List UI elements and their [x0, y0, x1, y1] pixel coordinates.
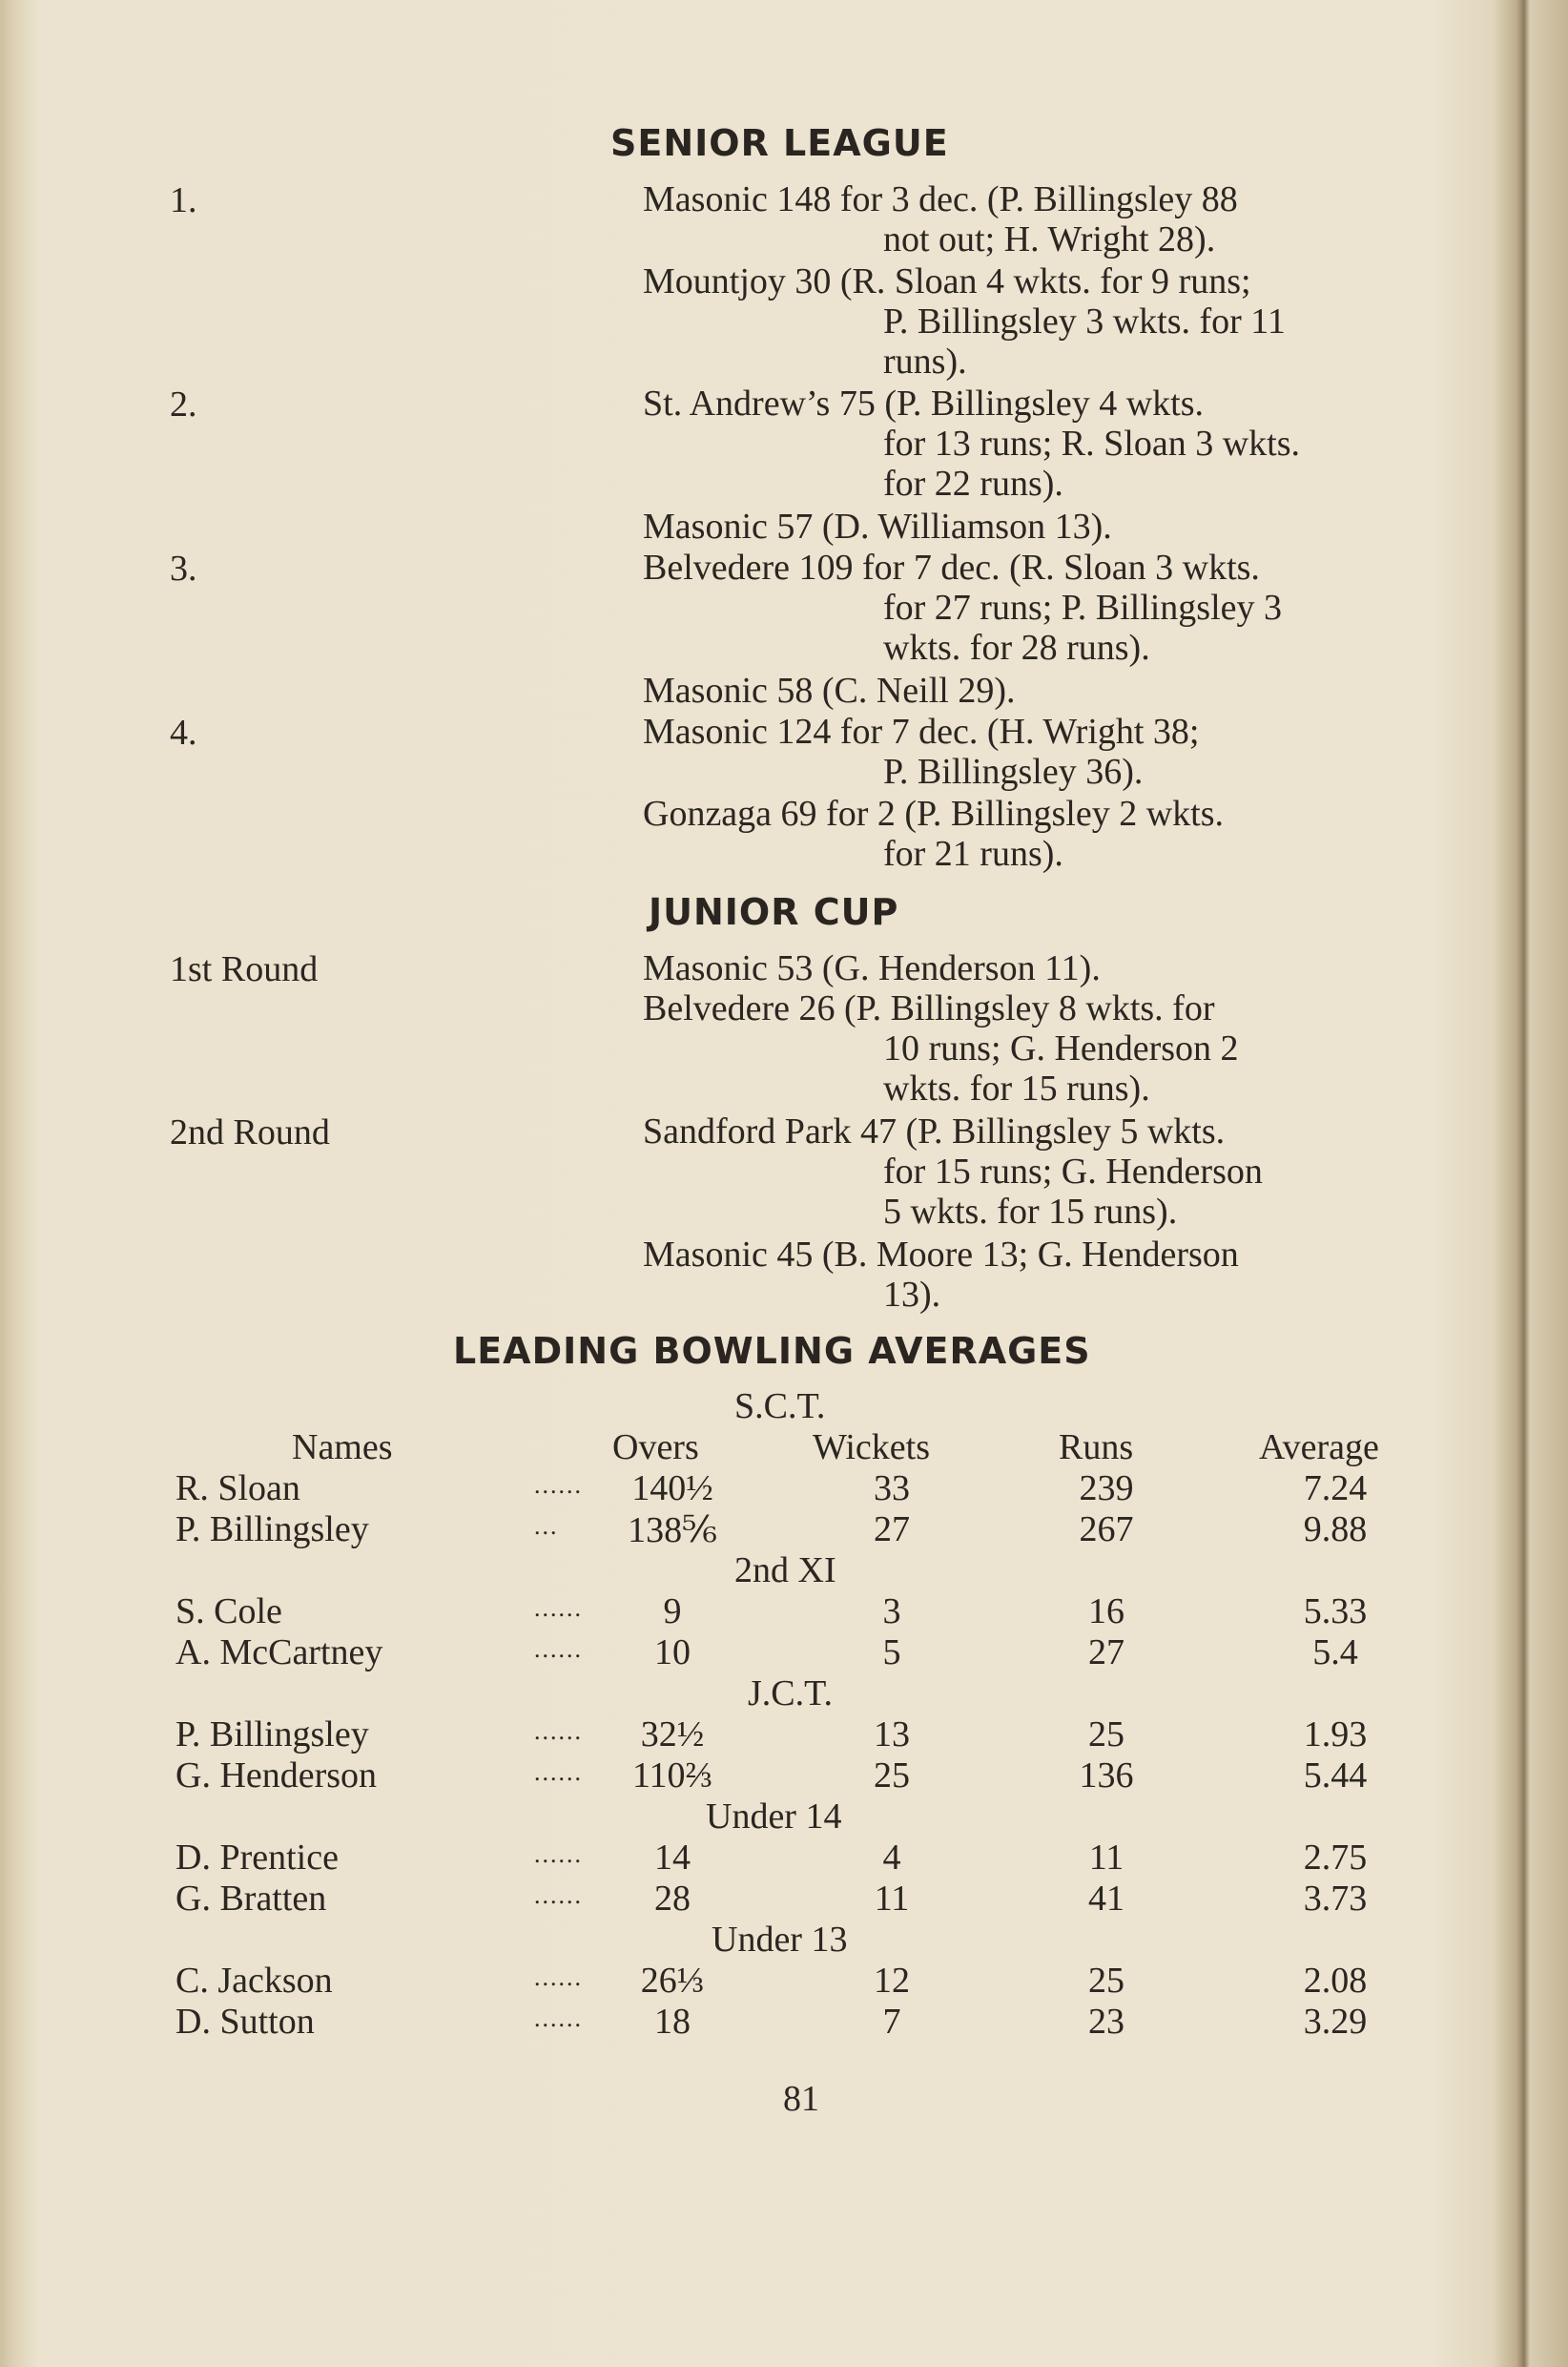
round-innings: [643, 1235, 1415, 1315]
leader-dots: ......: [534, 1758, 583, 1786]
wickets-value: 25: [874, 1755, 910, 1796]
bowling-row: [0, 1754, 1568, 1795]
round-innings: [643, 1111, 1415, 1232]
match-innings: [643, 507, 1415, 547]
innings-continuation: for 21 runs).: [883, 834, 1063, 874]
overs-value: 26⅓: [640, 1961, 705, 2001]
wickets-value: 12: [874, 1961, 910, 2001]
runs-value: 16: [1088, 1591, 1124, 1631]
group-label: S.C.T.: [734, 1386, 826, 1426]
innings-line: Masonic 53 (G. Henderson 11).: [643, 948, 1101, 988]
wickets-value: 11: [874, 1879, 910, 1919]
overs-value: 10: [654, 1632, 691, 1672]
runs-value: 11: [1088, 1838, 1124, 1878]
runs-value: 27: [1088, 1632, 1124, 1672]
match-innings: [643, 179, 1415, 260]
bowler-name: G. Bratten: [175, 1879, 327, 1919]
innings-continuation: 13).: [883, 1275, 941, 1315]
average-value: 9.88: [1303, 1509, 1368, 1549]
bowling-averages-heading: LEADING BOWLING AVERAGES: [453, 1330, 1091, 1372]
innings-continuation: 5 wkts. for 15 runs).: [883, 1192, 1178, 1232]
overs-value: 9: [663, 1591, 682, 1631]
average-value: 2.08: [1303, 1961, 1368, 2001]
match-innings: [643, 671, 1415, 711]
innings-line: Masonic 148 for 3 dec. (P. Billingsley 88: [643, 179, 1238, 219]
runs-value: 25: [1088, 1961, 1124, 2001]
col-runs: Runs: [1059, 1427, 1134, 1467]
leader-dots: ......: [534, 1717, 583, 1745]
group-label: J.C.T.: [748, 1673, 834, 1713]
bowler-name: A. McCartney: [175, 1632, 383, 1672]
runs-value: 41: [1088, 1879, 1124, 1919]
innings-line: Gonzaga 69 for 2 (P. Billingsley 2 wkts.: [643, 794, 1225, 834]
match-label: 4.: [170, 713, 197, 753]
average-value: 5.44: [1303, 1755, 1368, 1796]
match-innings: [643, 261, 1415, 382]
senior-league-heading: SENIOR LEAGUE: [610, 122, 949, 164]
group-label: Under 14: [706, 1796, 842, 1837]
group-label: 2nd XI: [734, 1550, 836, 1590]
runs-value: 239: [1079, 1468, 1134, 1508]
overs-value: 138⅚: [628, 1510, 717, 1550]
round-innings: [643, 948, 1415, 988]
innings-line: Masonic 57 (D. Williamson 13).: [643, 507, 1112, 547]
overs-value: 18: [654, 2002, 691, 2042]
bowler-name: S. Cole: [175, 1591, 282, 1631]
match-innings: [643, 384, 1415, 504]
innings-line: Belvedere 26 (P. Billingsley 8 wkts. for: [643, 988, 1215, 1028]
innings-line: St. Andrew’s 75 (P. Billingsley 4 wkts.: [643, 384, 1204, 424]
bowling-row: [0, 1508, 1568, 1548]
bowling-row: [0, 1590, 1568, 1630]
leader-dots: ......: [534, 1471, 583, 1499]
wickets-value: 5: [882, 1632, 901, 1672]
bowler-name: P. Billingsley: [175, 1714, 369, 1754]
wickets-value: 7: [882, 2002, 901, 2042]
bowling-row: [0, 1467, 1568, 1507]
leader-dots: ......: [534, 1840, 583, 1868]
innings-continuation: wkts. for 28 runs).: [883, 628, 1150, 668]
bowler-name: D. Prentice: [175, 1838, 339, 1878]
average-value: 1.93: [1303, 1714, 1368, 1754]
bowling-row: [0, 1631, 1568, 1671]
bowler-name: C. Jackson: [175, 1961, 333, 2001]
innings-continuation: 10 runs; G. Henderson 2: [883, 1028, 1239, 1069]
bowler-name: R. Sloan: [175, 1468, 300, 1508]
innings-line: Masonic 124 for 7 dec. (H. Wright 38;: [643, 712, 1200, 752]
overs-value: 14: [654, 1838, 691, 1878]
overs-value: 110⅔: [631, 1755, 713, 1796]
innings-line: Mountjoy 30 (R. Sloan 4 wkts. for 9 runs;: [643, 261, 1251, 301]
innings-continuation: wkts. for 15 runs).: [883, 1069, 1150, 1109]
bowling-row: [0, 1837, 1568, 1877]
bowler-name: P. Billingsley: [175, 1509, 369, 1549]
wickets-value: 3: [882, 1591, 901, 1631]
col-names: Names: [292, 1427, 393, 1467]
col-average: Average: [1259, 1427, 1379, 1467]
wickets-value: 13: [874, 1714, 910, 1754]
bowling-row: [0, 2001, 1568, 2041]
innings-continuation: for 15 runs; G. Henderson: [883, 1152, 1263, 1192]
round-label: 1st Round: [170, 949, 319, 989]
average-value: 7.24: [1303, 1468, 1368, 1508]
bowler-name: G. Henderson: [175, 1755, 378, 1796]
average-value: 5.33: [1303, 1591, 1368, 1631]
col-overs: Overs: [612, 1427, 699, 1467]
match-innings: [643, 548, 1415, 668]
wickets-value: 33: [874, 1468, 910, 1508]
innings-line: Masonic 45 (B. Moore 13; G. Henderson: [643, 1235, 1239, 1275]
bowling-row: [0, 1960, 1568, 2000]
innings-continuation: for 27 runs; P. Billingsley 3: [883, 588, 1283, 628]
runs-value: 25: [1088, 1714, 1124, 1754]
innings-continuation: for 13 runs; R. Sloan 3 wkts.: [883, 424, 1300, 464]
match-label: 1.: [170, 180, 197, 220]
innings-continuation: P. Billingsley 36).: [883, 752, 1144, 792]
junior-cup-heading: JUNIOR CUP: [649, 891, 899, 933]
runs-value: 136: [1079, 1755, 1134, 1796]
match-label: 3.: [170, 549, 197, 589]
leader-dots: ......: [534, 1963, 583, 1991]
round-innings: [643, 988, 1415, 1109]
overs-value: 28: [654, 1879, 691, 1919]
col-wickets: Wickets: [813, 1427, 930, 1467]
wickets-value: 4: [882, 1838, 901, 1878]
average-value: 3.73: [1303, 1879, 1368, 1919]
innings-continuation: for 22 runs).: [883, 464, 1063, 504]
bowler-name: D. Sutton: [175, 2002, 315, 2042]
innings-continuation: runs).: [883, 342, 967, 382]
leader-dots: ......: [534, 2004, 583, 2032]
round-label: 2nd Round: [170, 1112, 330, 1152]
page-number: 81: [783, 2079, 819, 2119]
runs-value: 23: [1088, 2002, 1124, 2042]
overs-value: 32½: [640, 1714, 705, 1754]
match-innings: [643, 712, 1415, 792]
leader-dots: ...: [534, 1512, 559, 1540]
match-label: 2.: [170, 384, 197, 425]
bowling-row: [0, 1878, 1568, 1918]
leader-dots: ......: [534, 1594, 583, 1622]
leader-dots: ......: [534, 1881, 583, 1909]
innings-continuation: not out; H. Wright 28).: [883, 219, 1216, 260]
average-value: 3.29: [1303, 2002, 1368, 2042]
wickets-value: 27: [874, 1509, 910, 1549]
runs-value: 267: [1079, 1509, 1134, 1549]
match-innings: [643, 794, 1415, 874]
innings-line: Belvedere 109 for 7 dec. (R. Sloan 3 wkts.: [643, 548, 1260, 588]
bowling-column-headers: [0, 1426, 1568, 1466]
innings-line: Sandford Park 47 (P. Billingsley 5 wkts.: [643, 1111, 1226, 1152]
group-label: Under 13: [712, 1920, 848, 1960]
bowling-row: [0, 1713, 1568, 1754]
overs-value: 140½: [631, 1468, 713, 1508]
innings-continuation: P. Billingsley 3 wkts. for 11: [883, 301, 1286, 342]
leader-dots: ......: [534, 1635, 583, 1663]
average-value: 5.4: [1312, 1632, 1358, 1672]
average-value: 2.75: [1303, 1838, 1368, 1878]
innings-line: Masonic 58 (C. Neill 29).: [643, 671, 1016, 711]
